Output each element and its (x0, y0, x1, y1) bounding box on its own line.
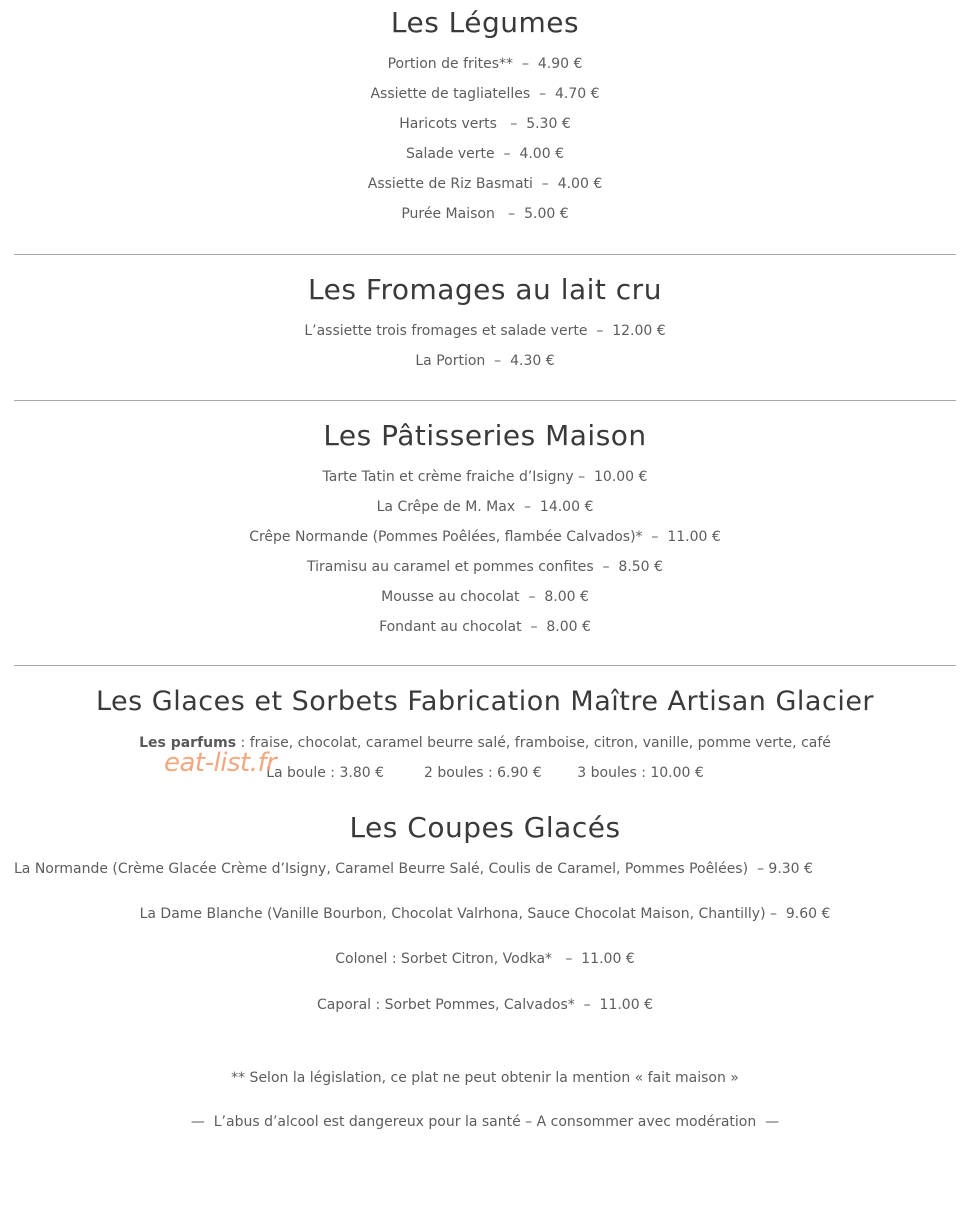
menu-item: Tiramisu au caramel et pommes confites – 8.50 € (307, 559, 663, 575)
parfums-label: Les parfums (139, 735, 237, 751)
menu-item: La Crêpe de M. Max – 14.00 € (376, 499, 594, 515)
section-divider (14, 665, 956, 666)
menu-item: Purée Maison – 5.00 € (401, 206, 569, 222)
section-title-glaces: Les Glaces et Sorbets Fabrication Maître Artisan Glacier (95, 686, 875, 717)
menu-item: Haricots verts – 5.30 € (399, 116, 571, 132)
section-title-patisseries: Les Pâtisseries Maison (323, 419, 647, 452)
parfums-line (0, 733, 970, 753)
menu-item: Portion de frites** – 4.90 € (387, 56, 583, 72)
menu-item: Caporal : Sorbet Pommes, Calvados* – 11.00 € (317, 997, 653, 1013)
section-divider (14, 400, 956, 401)
menu-item: Colonel : Sorbet Citron, Vodka* – 11.00 € (335, 951, 635, 967)
note-alcool: — L’abus d’alcool est dangereux pour la santé – A consommer avec modération — (190, 1114, 780, 1130)
menu-item: La Portion – 4.30 € (415, 353, 555, 369)
section-divider (14, 254, 956, 255)
menu-item: Salade verte – 4.00 € (406, 146, 564, 162)
menu-item: Crêpe Normande (Pommes Poêlées, flambée Calvados)* – 11.00 € (249, 529, 721, 545)
menu-item: Assiette de Riz Basmati – 4.00 € (367, 176, 603, 192)
section-title-coupes: Les Coupes Glacés (349, 811, 621, 844)
section-title-legumes: Les Légumes (390, 6, 580, 39)
menu-item: Mousse au chocolat – 8.00 € (381, 589, 589, 605)
menu-item: La Normande (Crème Glacée Crème d’Isigny, Caramel Beurre Salé, Coulis de Caramel, Pommes Poêlées) – 9.30 € (14, 861, 813, 877)
menu-item: Assiette de tagliatelles – 4.70 € (370, 86, 600, 102)
menu-item: La Dame Blanche (Vanille Bourbon, Chocolat Valrhona, Sauce Chocolat Maison, Chantilly) – 9.60 € (139, 906, 831, 922)
watermark-logo: eat-list.fr (164, 748, 277, 778)
menu-item: L’assiette trois fromages et salade verte – 12.00 € (304, 323, 666, 339)
section-title-fromages: Les Fromages au lait cru (308, 273, 662, 306)
note-fait-maison: ** Selon la législation, ce plat ne peut obtenir la mention « fait maison » (231, 1070, 739, 1086)
menu-item: Fondant au chocolat – 8.00 € (379, 619, 591, 635)
menu-item: Tarte Tatin et crème fraiche d’Isigny – 10.00 € (322, 469, 648, 485)
boules-prices: La boule : 3.80 € 2 boules : 6.90 € 3 boules : 10.00 € (266, 765, 704, 781)
parfums-text: : fraise, chocolat, caramel beurre salé, framboise, citron, vanille, pomme verte, café (236, 735, 831, 751)
